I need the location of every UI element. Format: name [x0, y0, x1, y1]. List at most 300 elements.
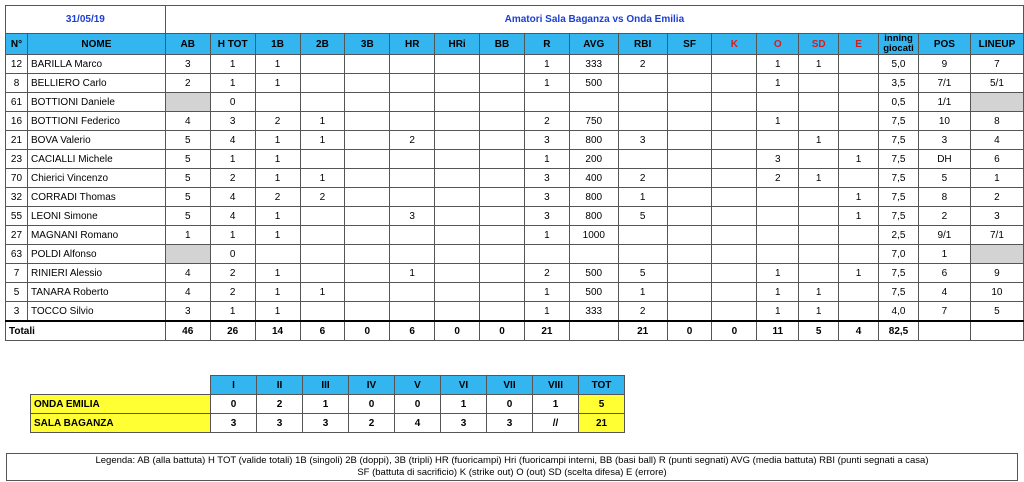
player-name-cell: LEONI Simone — [27, 207, 165, 226]
stat-cell: 61 — [6, 93, 28, 112]
stat-cell: 500 — [569, 264, 618, 283]
stat-cell — [480, 74, 525, 93]
stat-cell — [712, 226, 757, 245]
stat-cell — [435, 169, 480, 188]
inning-runs: 2 — [349, 414, 395, 433]
stat-cell — [799, 93, 839, 112]
player-name-cell: BOTTIONI Daniele — [27, 93, 165, 112]
inning-runs: 0 — [487, 395, 533, 414]
player-name-cell: TOCCO Silvio — [27, 302, 165, 322]
stat-cell — [390, 245, 435, 264]
stat-cell: 1 — [165, 226, 210, 245]
stat-cell: 55 — [6, 207, 28, 226]
stat-cell — [345, 283, 390, 302]
stat-cell: 1 — [524, 302, 569, 322]
inning-header: V — [395, 376, 441, 395]
stat-cell — [667, 207, 712, 226]
stat-cell: 7,5 — [879, 112, 919, 131]
stat-cell: 0 — [210, 245, 255, 264]
stat-cell — [390, 188, 435, 207]
stat-cell: 3 — [524, 207, 569, 226]
stat-cell — [839, 74, 879, 93]
stat-cell: 1 — [839, 207, 879, 226]
col-header-avg: AVG — [569, 34, 618, 55]
stat-cell: 10 — [970, 283, 1023, 302]
stat-cell: 1 — [390, 264, 435, 283]
totals-cell — [918, 321, 970, 341]
player-name-cell: Chierici Vincenzo — [27, 169, 165, 188]
stat-cell — [712, 131, 757, 150]
table-row — [6, 112, 1024, 131]
stat-cell: 1 — [255, 131, 300, 150]
legend-line-2: SF (battuta di sacrificio) K (strike out) O (out) SD (scelta difesa) E (errore) — [357, 467, 667, 478]
stat-cell — [667, 55, 712, 74]
stat-cell — [480, 264, 525, 283]
legend-line-1: Legenda: AB (alla battuta) H TOT (valide totali) 1B (singoli) 2B (doppi), 3B (tripli) HR (fuoricampi) Hri (fuoricampi interni, BB (basi ball) R (punti segnati) AVG (media battuta) RBI (punti segnati a casa) — [95, 455, 929, 466]
stat-cell: 4 — [210, 188, 255, 207]
player-name-cell: BELLIERO Carlo — [27, 74, 165, 93]
stat-cell — [390, 112, 435, 131]
stat-cell — [667, 93, 712, 112]
stat-cell: 2 — [210, 264, 255, 283]
stat-cell — [480, 150, 525, 169]
stat-cell: 10 — [918, 112, 970, 131]
stat-cell: 5,0 — [879, 55, 919, 74]
inning-runs: 3 — [257, 414, 303, 433]
stat-cell — [435, 245, 480, 264]
stat-cell — [390, 150, 435, 169]
stat-cell — [757, 245, 799, 264]
report-date: 31/05/19 — [6, 6, 166, 34]
stat-cell — [300, 93, 345, 112]
stat-cell — [667, 112, 712, 131]
stat-cell — [970, 93, 1023, 112]
inning-runs: 3 — [303, 414, 349, 433]
stat-cell: 1 — [300, 131, 345, 150]
stat-cell: 1 — [757, 302, 799, 322]
stat-cell: 7,5 — [879, 283, 919, 302]
col-header-k: K — [712, 34, 757, 55]
stat-cell: 5/1 — [970, 74, 1023, 93]
stat-cell — [667, 283, 712, 302]
stat-cell — [757, 131, 799, 150]
stat-cell: 3 — [970, 207, 1023, 226]
totals-cell: 0 — [667, 321, 712, 341]
stat-cell: 1 — [618, 188, 667, 207]
stat-cell: 7,5 — [879, 188, 919, 207]
stat-cell: 2 — [390, 131, 435, 150]
stat-cell — [667, 245, 712, 264]
inning-runs: // — [533, 414, 579, 433]
stat-cell: 1 — [618, 283, 667, 302]
totals-cell — [970, 321, 1023, 341]
stat-cell — [480, 283, 525, 302]
stat-cell: 1 — [970, 169, 1023, 188]
stat-cell: 3 — [6, 302, 28, 322]
stat-cell: 4 — [165, 283, 210, 302]
stat-cell — [480, 131, 525, 150]
stat-cell — [799, 264, 839, 283]
stat-cell — [345, 302, 390, 322]
stat-cell — [618, 93, 667, 112]
inning-header: IV — [349, 376, 395, 395]
table-row — [6, 207, 1024, 226]
stat-cell: 1 — [839, 264, 879, 283]
totals-cell: 6 — [300, 321, 345, 341]
stat-cell: 4,0 — [879, 302, 919, 322]
stat-cell: 200 — [569, 150, 618, 169]
table-row — [6, 283, 1024, 302]
stat-cell — [839, 112, 879, 131]
stat-cell: 2 — [618, 302, 667, 322]
stat-cell — [618, 74, 667, 93]
stat-cell: 7/1 — [970, 226, 1023, 245]
table-header-row — [6, 34, 1024, 55]
table-row — [6, 169, 1024, 188]
stat-cell — [799, 188, 839, 207]
stat-cell — [480, 226, 525, 245]
stat-cell: 5 — [165, 131, 210, 150]
stat-cell — [345, 245, 390, 264]
stat-cell: 1 — [255, 302, 300, 322]
totals-cell: 0 — [435, 321, 480, 341]
stat-cell — [839, 55, 879, 74]
stat-cell: 21 — [6, 131, 28, 150]
inning-header: III — [303, 376, 349, 395]
stat-cell — [345, 264, 390, 283]
stat-cell: 3 — [210, 112, 255, 131]
col-header-sf: SF — [667, 34, 712, 55]
stat-cell — [712, 207, 757, 226]
stat-cell: 7/1 — [918, 74, 970, 93]
stat-cell: 1 — [255, 226, 300, 245]
stats-table — [5, 5, 1024, 341]
stat-cell: 5 — [6, 283, 28, 302]
stat-cell — [667, 264, 712, 283]
stat-cell: 2 — [618, 55, 667, 74]
stat-cell — [255, 245, 300, 264]
stat-cell: 5 — [618, 264, 667, 283]
stat-cell — [667, 131, 712, 150]
stat-cell: 3 — [918, 131, 970, 150]
stat-cell: 0,5 — [879, 93, 919, 112]
stat-cell: 1 — [757, 112, 799, 131]
stat-cell — [345, 93, 390, 112]
stat-cell — [569, 245, 618, 264]
stat-cell: 333 — [569, 302, 618, 322]
stat-cell: 4 — [210, 207, 255, 226]
stat-cell — [390, 55, 435, 74]
totals-cell — [569, 321, 618, 341]
stat-cell: 7,5 — [879, 131, 919, 150]
stat-cell — [839, 226, 879, 245]
stat-cell — [480, 169, 525, 188]
inning-header: VII — [487, 376, 533, 395]
col-header-inning-line2: giocati — [883, 43, 914, 54]
stat-cell: 6 — [970, 150, 1023, 169]
stat-cell: 1 — [255, 264, 300, 283]
stat-cell — [300, 264, 345, 283]
stat-cell — [618, 226, 667, 245]
stat-cell — [839, 169, 879, 188]
table-row — [6, 245, 1024, 264]
stat-cell — [300, 226, 345, 245]
totals-label: Totali — [6, 321, 166, 341]
stat-cell: DH — [918, 150, 970, 169]
stat-cell: 3 — [524, 169, 569, 188]
col-header-hr: HR — [390, 34, 435, 55]
stat-cell — [300, 302, 345, 322]
stat-cell: 1 — [210, 150, 255, 169]
team-name: SALA BAGANZA — [31, 414, 211, 433]
stat-cell — [480, 207, 525, 226]
stat-cell: 70 — [6, 169, 28, 188]
stat-cell — [435, 93, 480, 112]
stat-cell: 5 — [165, 150, 210, 169]
stat-cell — [435, 188, 480, 207]
stat-cell — [390, 302, 435, 322]
col-header-lineup: LINEUP — [970, 34, 1023, 55]
totals-row — [6, 321, 1024, 341]
stat-cell: 800 — [569, 207, 618, 226]
stat-cell: 1 — [799, 302, 839, 322]
inning-runs: 1 — [533, 395, 579, 414]
totals-cell: 6 — [390, 321, 435, 341]
stat-cell: 5 — [618, 207, 667, 226]
stat-cell: 7 — [970, 55, 1023, 74]
stat-cell — [345, 207, 390, 226]
stat-cell — [300, 150, 345, 169]
stat-cell: 9 — [970, 264, 1023, 283]
stat-cell: 7,5 — [879, 150, 919, 169]
stat-cell: 2 — [300, 188, 345, 207]
stat-cell — [757, 93, 799, 112]
stat-cell — [435, 150, 480, 169]
stat-cell: 333 — [569, 55, 618, 74]
team-total: 5 — [579, 395, 625, 414]
team-total: 21 — [579, 414, 625, 433]
stat-cell — [667, 188, 712, 207]
stat-cell: 1 — [524, 74, 569, 93]
inning-runs: 2 — [257, 395, 303, 414]
stat-cell: 63 — [6, 245, 28, 264]
stat-cell — [524, 93, 569, 112]
stat-cell — [712, 150, 757, 169]
inning-runs: 1 — [441, 395, 487, 414]
stat-cell: 1 — [210, 74, 255, 93]
stat-cell: 1 — [255, 169, 300, 188]
stat-cell: 3 — [618, 131, 667, 150]
stat-cell — [839, 283, 879, 302]
player-name-cell: MAGNANI Romano — [27, 226, 165, 245]
stat-cell: 2 — [524, 264, 569, 283]
inning-runs: 0 — [349, 395, 395, 414]
table-row — [6, 264, 1024, 283]
stat-cell: 3 — [165, 302, 210, 322]
totals-cell: 4 — [839, 321, 879, 341]
stat-cell: 2 — [970, 188, 1023, 207]
player-name-cell: BARILLA Marco — [27, 55, 165, 74]
table-row — [6, 131, 1024, 150]
stat-cell: 8 — [6, 74, 28, 93]
stat-cell — [435, 226, 480, 245]
col-header-inning-line1: inning — [884, 33, 913, 44]
stat-cell: 7,5 — [879, 169, 919, 188]
stat-cell — [667, 150, 712, 169]
table-row — [6, 55, 1024, 74]
stat-cell — [300, 207, 345, 226]
inning-runs: 3 — [487, 414, 533, 433]
stat-cell: 1 — [524, 55, 569, 74]
inning-header: I — [211, 376, 257, 395]
stat-cell: 1 — [210, 226, 255, 245]
stat-cell — [435, 207, 480, 226]
stat-cell — [345, 226, 390, 245]
stat-cell: 12 — [6, 55, 28, 74]
stat-cell — [345, 112, 390, 131]
stat-cell: 27 — [6, 226, 28, 245]
stat-cell: 1 — [255, 283, 300, 302]
stat-cell: 1 — [799, 55, 839, 74]
stat-cell — [390, 169, 435, 188]
stat-cell: 1000 — [569, 226, 618, 245]
stat-cell — [799, 245, 839, 264]
col-header-3b: 3B — [345, 34, 390, 55]
stat-cell — [345, 188, 390, 207]
table-row — [6, 150, 1024, 169]
col-header-name: NOME — [27, 34, 165, 55]
stat-cell — [667, 74, 712, 93]
stat-cell — [667, 226, 712, 245]
stat-cell: 1 — [300, 283, 345, 302]
player-rows — [6, 55, 1024, 322]
stat-cell — [712, 93, 757, 112]
stat-cell: 5 — [970, 302, 1023, 322]
stat-cell — [390, 283, 435, 302]
player-name-cell: BOVA Valerio — [27, 131, 165, 150]
col-header-hri: HRi — [435, 34, 480, 55]
stat-cell — [799, 150, 839, 169]
col-header-e: E — [839, 34, 879, 55]
stat-cell: 2 — [918, 207, 970, 226]
scoreboard-row — [31, 414, 625, 433]
totals-cell: 0 — [480, 321, 525, 341]
stat-cell — [480, 112, 525, 131]
stat-cell: 4 — [165, 112, 210, 131]
stat-cell: 1 — [757, 264, 799, 283]
stat-cell — [799, 74, 839, 93]
stat-cell: 7 — [6, 264, 28, 283]
stat-cell: 5 — [165, 188, 210, 207]
col-header-ab: AB — [165, 34, 210, 55]
col-header-num: N° — [6, 34, 28, 55]
stat-cell — [480, 302, 525, 322]
stat-cell — [569, 93, 618, 112]
legend-box — [6, 453, 1018, 481]
col-header-o: O — [757, 34, 799, 55]
team-name: ONDA EMILIA — [31, 395, 211, 414]
stat-cell: 3 — [165, 55, 210, 74]
col-header-rbi: RBI — [618, 34, 667, 55]
stat-cell — [618, 245, 667, 264]
stat-cell: 5 — [165, 207, 210, 226]
stat-cell: 2 — [524, 112, 569, 131]
scoreboard-row — [31, 395, 625, 414]
scoreboard-header-row — [31, 376, 625, 395]
stat-cell: 8 — [970, 112, 1023, 131]
stat-cell: 500 — [569, 283, 618, 302]
stat-cell: 1 — [524, 150, 569, 169]
inning-runs: 0 — [211, 395, 257, 414]
stat-cell: 6 — [918, 264, 970, 283]
inning-runs: 0 — [395, 395, 441, 414]
totals-cell: 0 — [712, 321, 757, 341]
stat-cell — [757, 207, 799, 226]
stat-cell — [712, 55, 757, 74]
col-header-bb: BB — [480, 34, 525, 55]
stat-cell: 1 — [757, 55, 799, 74]
player-name-cell: TANARA Roberto — [27, 283, 165, 302]
stat-cell: 8 — [918, 188, 970, 207]
stat-cell — [345, 150, 390, 169]
stat-cell: 1 — [255, 55, 300, 74]
stat-cell: 2 — [210, 169, 255, 188]
stat-cell: 1 — [255, 74, 300, 93]
stat-cell — [799, 226, 839, 245]
stat-cell: 3 — [757, 150, 799, 169]
stat-cell: 1 — [799, 283, 839, 302]
table-row — [6, 302, 1024, 322]
stat-cell: 3,5 — [879, 74, 919, 93]
totals-cell: 11 — [757, 321, 799, 341]
stat-cell — [524, 245, 569, 264]
stat-cell — [667, 169, 712, 188]
stat-cell — [712, 188, 757, 207]
stat-cell — [712, 245, 757, 264]
table-row — [6, 93, 1024, 112]
stat-cell: 4 — [165, 264, 210, 283]
stat-cell — [712, 74, 757, 93]
totals-cell: 82,5 — [879, 321, 919, 341]
stat-cell: 3 — [524, 131, 569, 150]
stat-cell — [712, 169, 757, 188]
stat-cell: 5 — [165, 169, 210, 188]
stat-cell — [345, 55, 390, 74]
stat-cell — [839, 245, 879, 264]
stat-cell — [712, 302, 757, 322]
player-name-cell: RINIERI Alessio — [27, 264, 165, 283]
scoreboard-rows — [31, 395, 625, 433]
stat-cell: 1 — [918, 245, 970, 264]
inning-header: II — [257, 376, 303, 395]
stat-cell — [390, 74, 435, 93]
inning-runs: 3 — [441, 414, 487, 433]
stat-cell: 2 — [165, 74, 210, 93]
stat-cell: 800 — [569, 131, 618, 150]
stat-cell: 23 — [6, 150, 28, 169]
stat-cell: 1 — [524, 283, 569, 302]
stat-cell: 1 — [255, 207, 300, 226]
stat-cell — [345, 131, 390, 150]
table-row — [6, 226, 1024, 245]
totals-cell: 5 — [799, 321, 839, 341]
stat-cell — [839, 302, 879, 322]
stat-cell: 1 — [210, 302, 255, 322]
player-name-cell: CORRADI Thomas — [27, 188, 165, 207]
stat-cell — [435, 302, 480, 322]
stat-cell: 4 — [970, 131, 1023, 150]
col-header-htot: H TOT — [210, 34, 255, 55]
